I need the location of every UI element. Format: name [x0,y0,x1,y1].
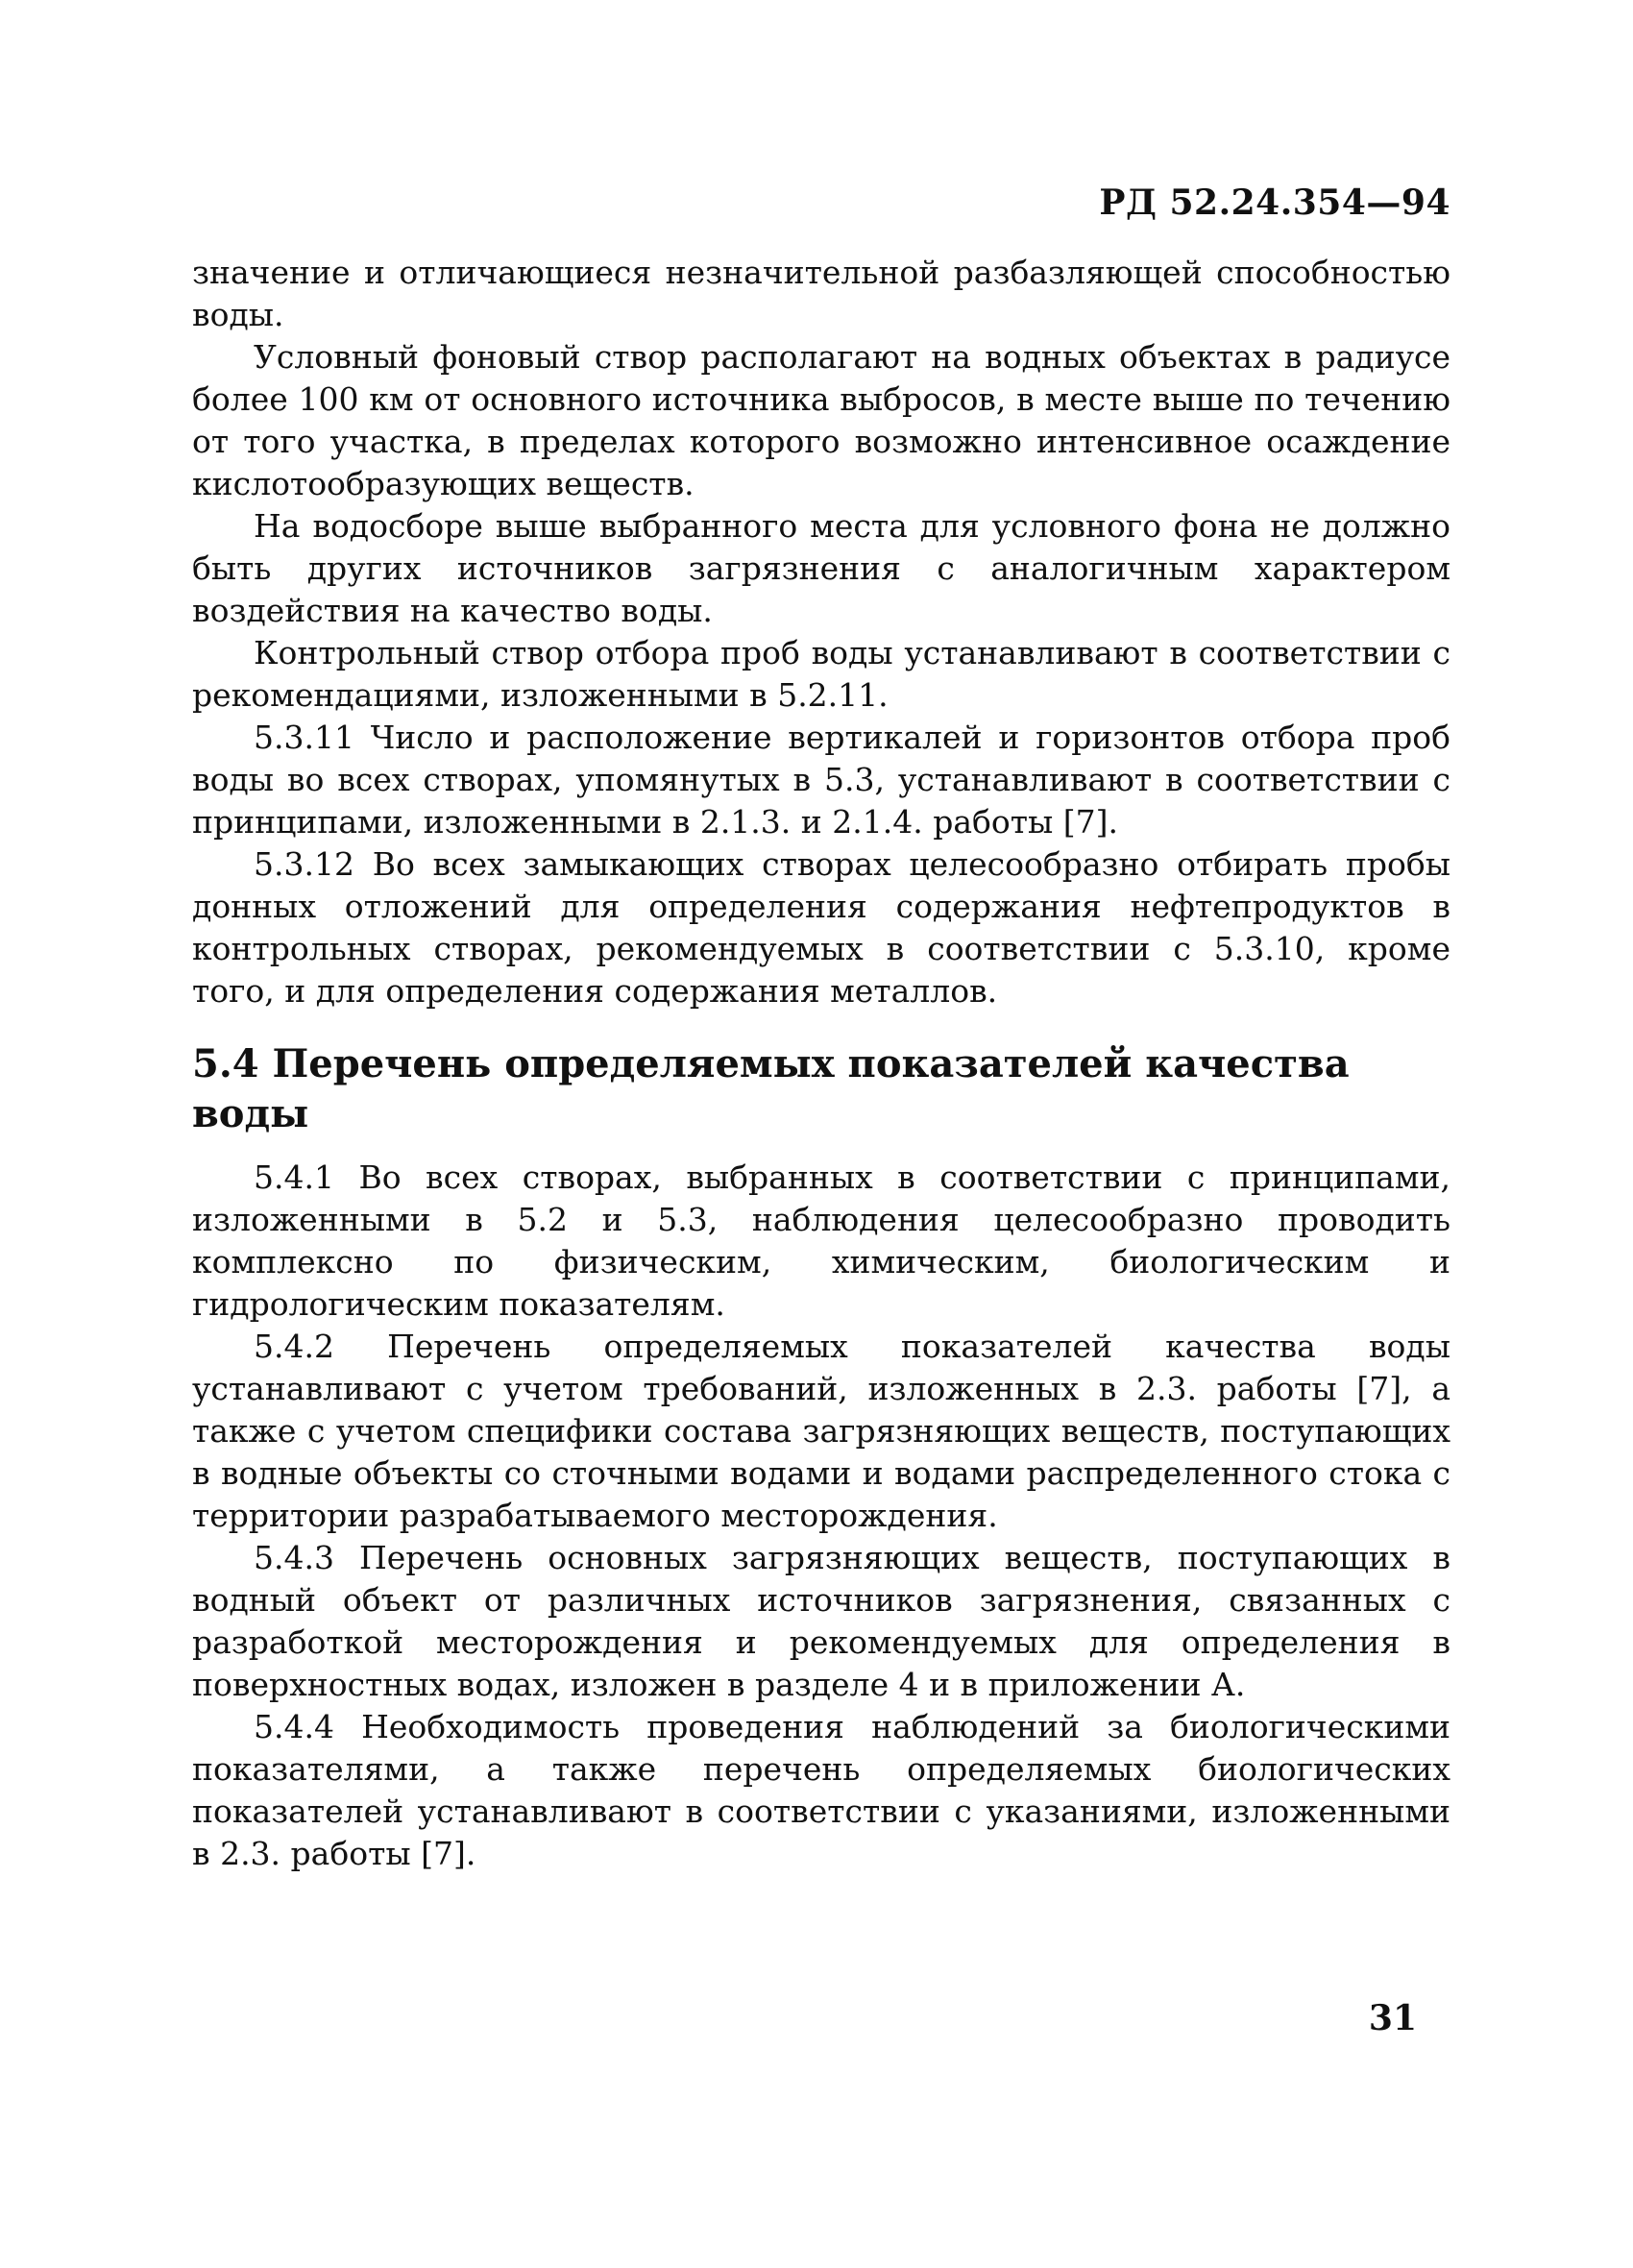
document-code-header: РД 52.24.354—94 [1099,183,1450,223]
paragraph-5-3-12: 5.3.12 Во всех замыкающих створах целесообразно отбирать пробы донных отложений для определения содержания нефтепродуктов в контрольных створах, рекомендуемых в соответствии с 5.3.10, кроме того, и для определения содержания металлов. [192,845,1450,1010]
body-text [192,252,1450,1875]
paragraph-control-section: Контрольный створ отбора проб воды устанавливают в соответствии с рекомендациями, изложенными в 5.2.11. [192,634,1450,714]
paragraph-continuation: значение и отличающиеся незначительной разбазляющей способностью воды. [192,254,1450,333]
page-number: 31 [1368,1998,1417,2038]
paragraph-background-section: Условный фоновый створ располагают на водных объектах в радиусе более 100 км от основного источника выбросов, в месте выше по течению от того участка, в пределах которого возможно интенсивное осаждение кислотообразующих веществ. [192,338,1450,502]
paragraph-5-4-1: 5.4.1 Во всех створах, выбранных в соответствии с принципами, изложенными в 5.2 и 5.3, наблюдения целесообразно проводить комплексно по физическим, химическим, биологическим и гидрологическим показателям. [192,1158,1450,1323]
paragraph-5-3-11: 5.3.11 Число и расположение вертикалей и горизонтов отбора проб воды во всех створах, упомянутых в 5.3, устанавливают в соответствии с принципами, изложенными в 2.1.3. и 2.1.4. работы [7]. [192,719,1450,841]
paragraph-catchment: На водосборе выше выбранного места для условного фона не должно быть других источников загрязнения с аналогичным характером воздействия на качество воды. [192,507,1450,629]
paragraph-5-4-4: 5.4.4 Необходимость проведения наблюдений за биологическими показателями, а также перечень определяемых биологических показателей устанавливают в соответствии с указаниями, изложенными в 2.3. работы [7]. [192,1708,1450,1872]
paragraph-5-4-3: 5.4.3 Перечень основных загрязняющих веществ, поступающих в водный объект от различных источников загрязнения, связанных с разработкой месторождения и рекомендуемых для определения в поверхностных водах, изложен в разделе 4 и в приложении А. [192,1539,1450,1703]
section-heading-5-4: 5.4 Перечень определяемых показателей качества воды [192,1041,1350,1136]
paragraph-5-4-2: 5.4.2 Перечень определяемых показателей качества воды устанавливают с учетом требований, изложенных в 2.3. работы [7], а также с учетом специфики состава загрязняющих веществ, поступающих в водные объекты со сточными водами и водами распределенного стока с территории разрабатываемого месторождения. [192,1328,1450,1534]
